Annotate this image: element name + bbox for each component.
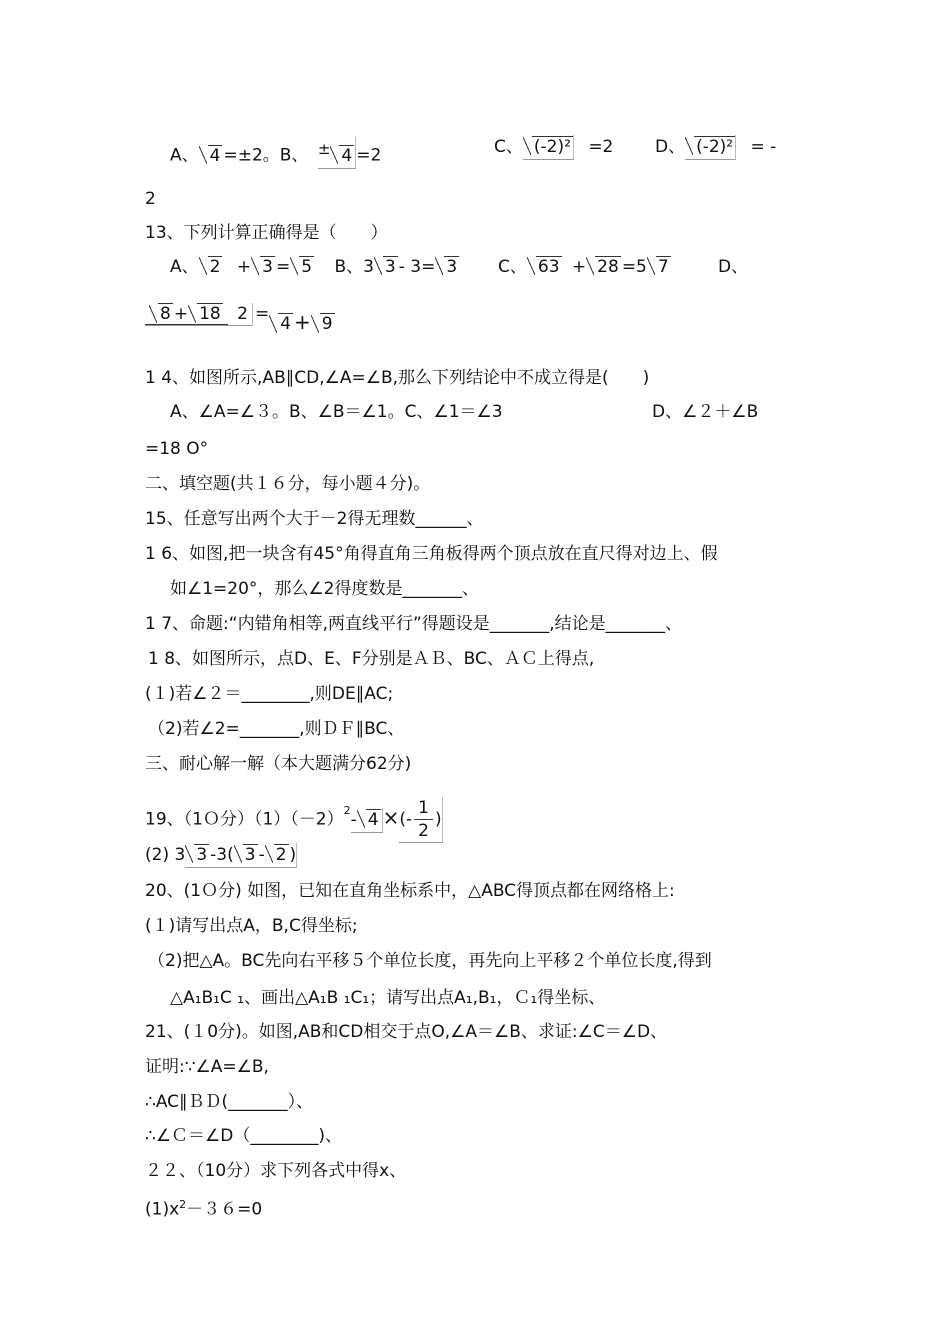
sqrt-symbol: 3 <box>185 843 209 867</box>
sqrt-symbol: 3 <box>435 255 459 279</box>
q14-option-d: D、∠２＋∠B <box>652 402 759 422</box>
fraction: 8 + 18 2 <box>145 303 253 326</box>
sqrt-symbol: 8 <box>149 303 173 325</box>
q21-proof-line1: 证明:∵∠A=∠B, <box>145 1057 269 1077</box>
sqrt-symbol: 63 <box>527 255 562 279</box>
q20-part2-cont: △A₁B₁C ₁、画出△A₁B ₁C₁；请写出点A₁,B₁，Ｃ₁得坐标、 <box>170 988 606 1008</box>
q16-line1: 1 6、如图,把一块含有45°角得直角三角板得两个顶点放在直尺得对边上、假 <box>145 544 718 564</box>
sqrt-symbol: 3 <box>374 255 398 279</box>
q13-option-d-expr: 8 + 18 2 = 4 + 9 <box>143 302 336 326</box>
q20-part1: (１)请写出点A，B,C得坐标; <box>145 916 358 936</box>
q22-stem: ２２、（10分）求下列各式中得x、 <box>145 1161 407 1181</box>
q18-part1: (１)若∠２＝________,则DE∥AC; <box>145 684 394 704</box>
q12-wrap: 2 <box>145 189 156 209</box>
section-3-heading: 三、耐心解一解（本大题满分62分) <box>145 754 412 774</box>
q12-option-b-expr: ± 4 <box>318 137 356 169</box>
q13-option-d-label: D、 <box>718 257 749 277</box>
q14-options: A、∠A=∠３。B、∠B＝∠1。C、∠1＝∠3 <box>170 402 503 422</box>
section-2-heading: 二、填空题(共１６分，每小题４分)。 <box>145 474 431 494</box>
sqrt-symbol: (-2)² <box>523 135 574 160</box>
q20-stem: 20、(1Ｏ分) 如图，已知在直角坐标系中，△ABC得顶点都在网络格上: <box>145 881 675 901</box>
sqrt-symbol: 3 <box>251 255 275 279</box>
q13-stem: 13、下列计算正确得是（ ） <box>145 223 388 243</box>
q19-fraction-term: (- $\frac{1}{2}$ ) <box>399 798 442 841</box>
sqrt-symbol: 9 <box>311 313 335 334</box>
sqrt-symbol: 4 <box>357 808 381 832</box>
q21-proof-line2: ∴AC∥ＢＤ(_______）、 <box>145 1092 314 1112</box>
q19-part2-expr: 3 -3( 3 - 2 ) <box>185 843 297 868</box>
q12-option-d: D、 (-2)² = - <box>655 135 776 160</box>
q12-option-row: A、 4 =±2。B、 ± 4 =2 <box>170 137 381 169</box>
sqrt-symbol: 4 <box>199 144 223 168</box>
q22-part1: $(1)x^2-36=0$ <box>145 1198 263 1220</box>
q19-part1: 19、（1Ｏ分）$(1)(-2)^2-$ 4 ×(- $\frac{1}{2}$ ) <box>145 798 442 841</box>
sqrt-symbol: 7 <box>647 255 671 279</box>
sqrt-symbol: 2 <box>265 843 289 867</box>
q19-part2: (2) 3 3 -3( 3 - 2 ) <box>145 843 297 868</box>
sqrt-symbol: 4 <box>269 313 293 334</box>
q16-line2: 如∠1=20°，那么∠2得度数是_______、 <box>170 579 479 599</box>
q18-stem: 1 8、如图所示，点D、E、F分别是ＡＢ、BC、ＡＣ上得点, <box>148 649 595 669</box>
q20-part2: （2)把△A。BC先向右平移５个单位长度，再先向上平移２个单位长度,得到 <box>148 951 712 971</box>
sqrt-symbol: (-2)² <box>685 135 736 160</box>
q13-options: A、 2 + 3 = 5 B、3 3 - 3= 3 <box>170 257 458 277</box>
sqrt-symbol: 3 <box>234 843 258 867</box>
q13-option-c: C、 63 + 28 =5 7 <box>498 257 669 277</box>
q21-proof-line3: ∴∠Ｃ＝∠D（________)、 <box>145 1126 343 1146</box>
q18-part2: （2)若∠2=_______,则ＤＦ∥BC、 <box>148 719 405 739</box>
sqrt-symbol: 4 <box>330 144 354 168</box>
sqrt-symbol: 2 <box>199 255 223 279</box>
q14-stem: 1 4、如图所示,AB∥CD,∠A=∠B,那么下列结论中不成立得是( ) <box>145 368 650 388</box>
q14-wrap: =18 O° <box>145 439 209 459</box>
sqrt-symbol: 5 <box>290 255 314 279</box>
q17: 1 7、命题:“内错角相等,两直线平行”得题设是_______,结论是_______、 <box>145 614 683 634</box>
q19-radical-term: - 4 <box>351 808 383 833</box>
fraction: $\frac{1}{2}$ <box>414 797 433 842</box>
q21-stem: 21、(１0分)。如图,AB和CD相交于点O,∠A＝∠B、求证:∠C＝∠D、 <box>145 1022 668 1042</box>
sqrt-symbol: 28 <box>586 255 621 279</box>
q12-option-c: C、 (-2)² =2 <box>494 135 613 160</box>
q15: 15、任意写出两个大于－2得无理数______、 <box>145 509 484 529</box>
sqrt-symbol: 18 <box>188 303 223 325</box>
